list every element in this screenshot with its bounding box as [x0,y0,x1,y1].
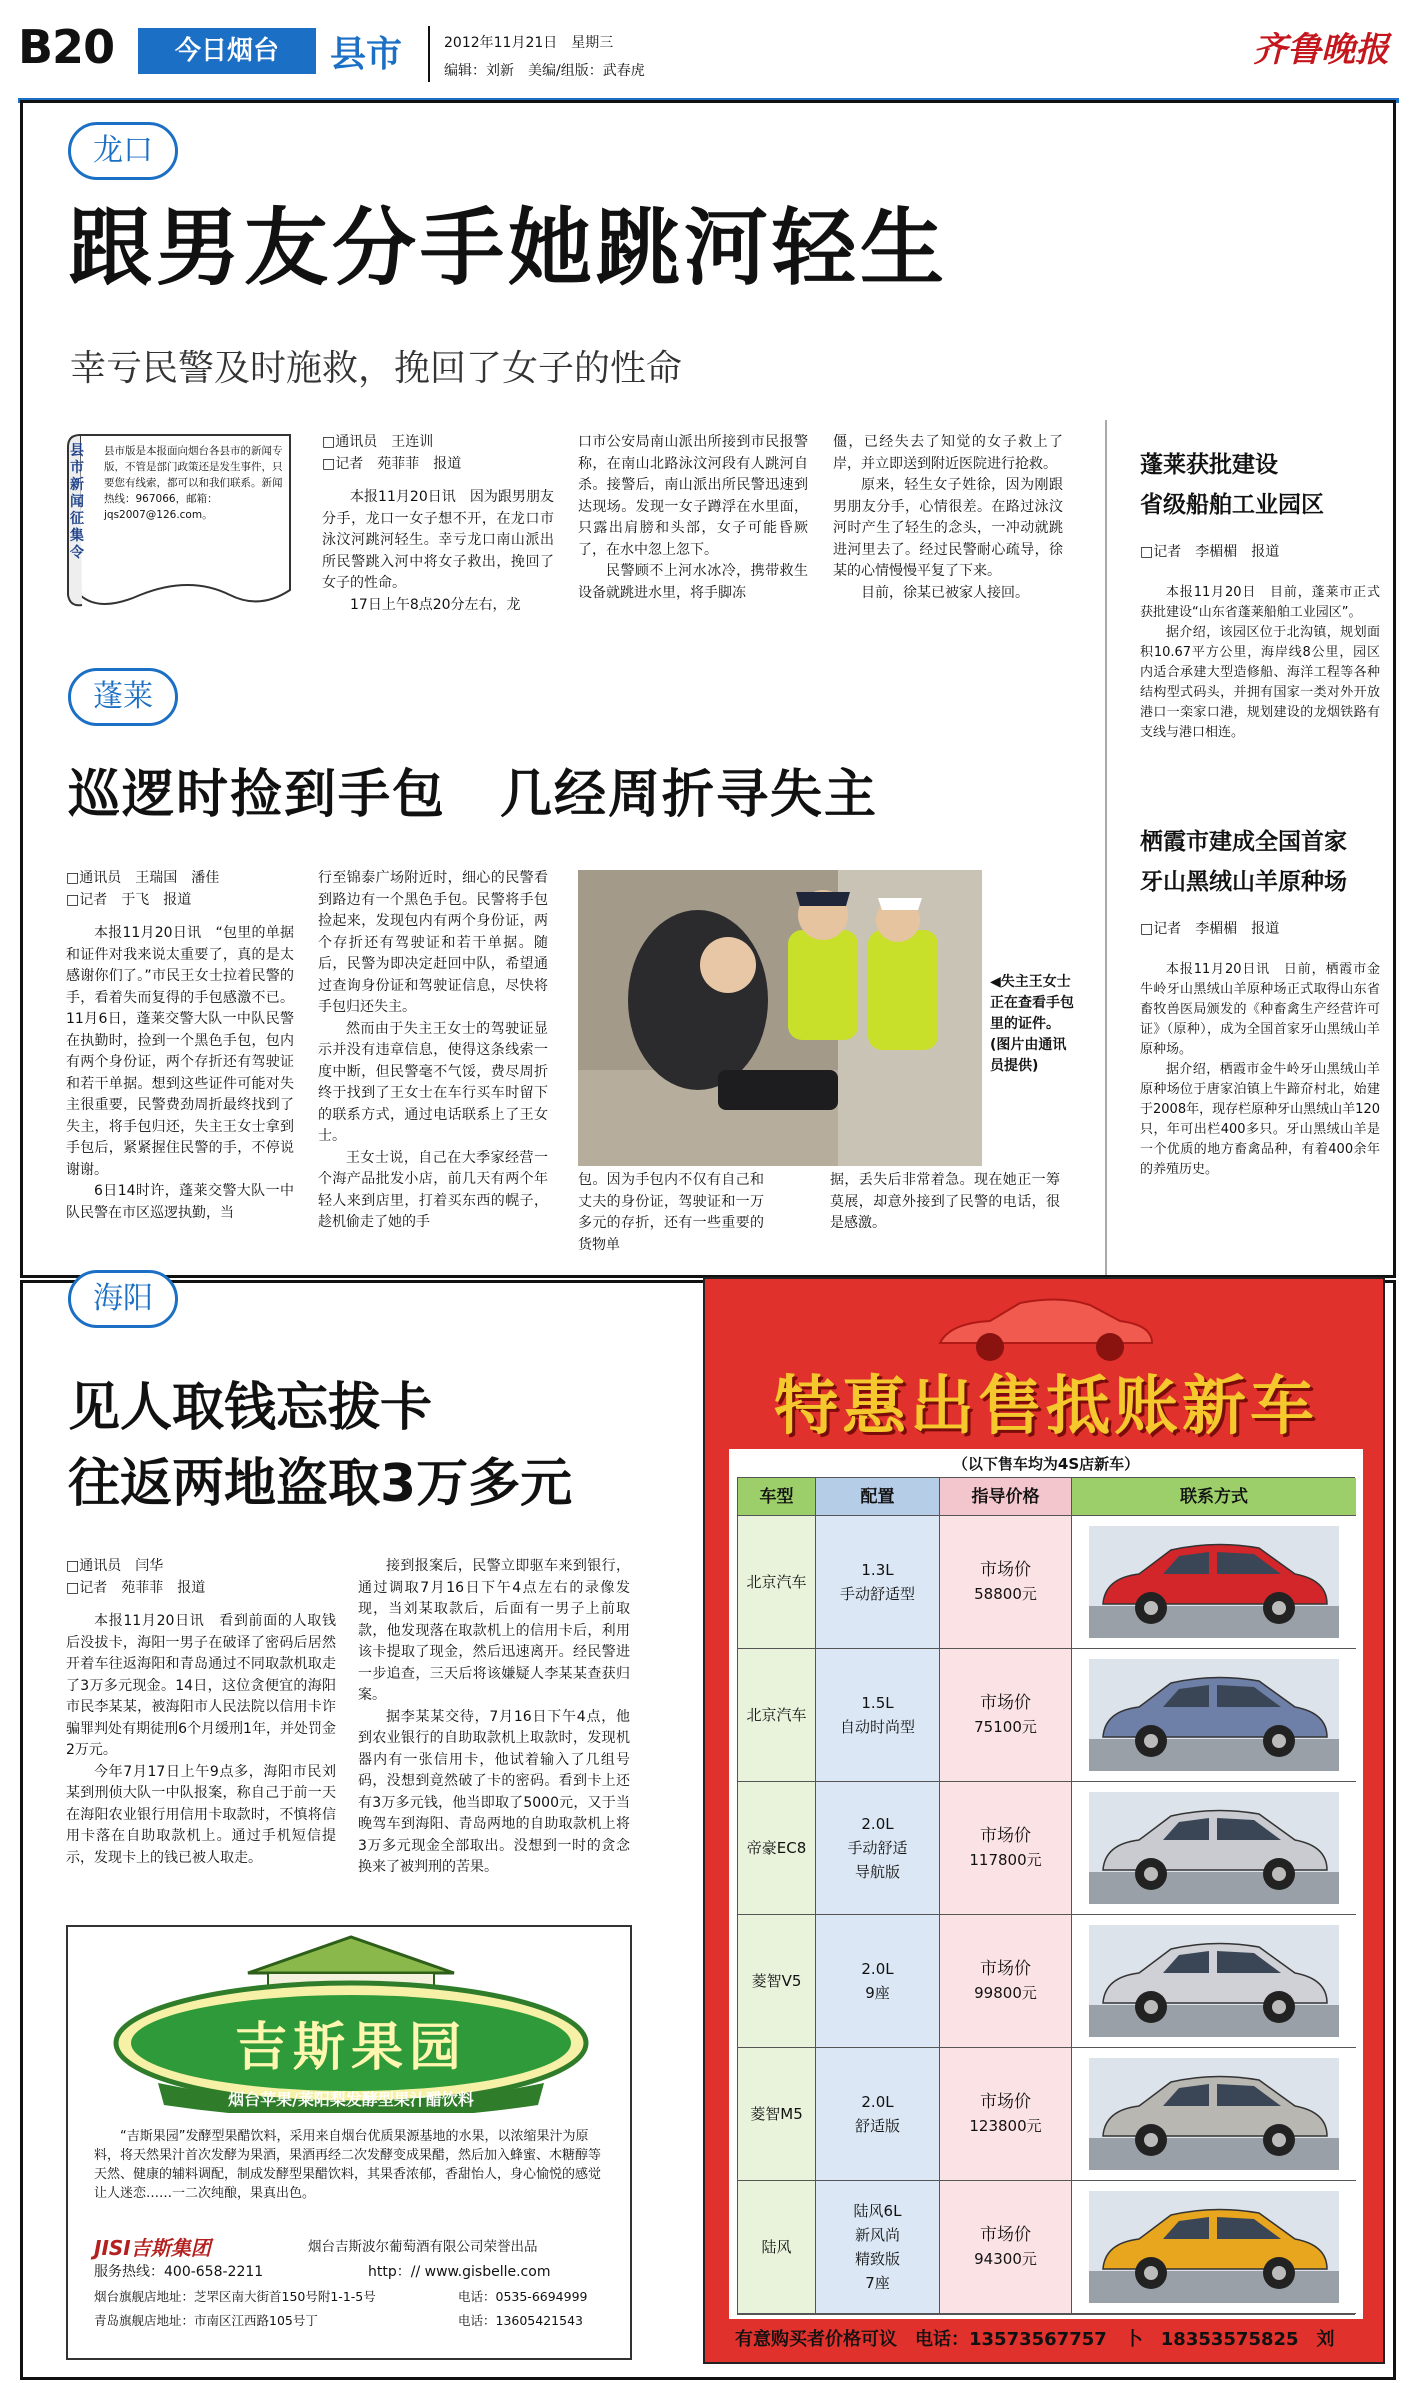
jisi-store-2: 青岛旗舰店地址：市南区江西路105号丁 [94,2313,318,2328]
story3-column-2 [358,1556,630,1879]
paragraph: 据李某某交待，7月16日下午4点，他到农业银行的自助取款机上取款时，发现机器内有一张信用卡，他试着输入了几组号码，没想到竟然破了卡的密码。看到卡上还有3万多元钱，他当即取了5000元，又于当晚驾车到海阳、青岛两地的自助取款机上将3万多元现金全部取出。没想到一时的贪念换来了被判刑的苦果。 [358,1708,630,1875]
column-header: 联系方式 [1072,1478,1356,1516]
car-photo-cell [1072,1915,1356,2048]
sidebar-story-2 [1140,822,1380,1180]
car-price-cell [940,1649,1072,1782]
car-ad-footer: 有意购买者价格可议 电话：13573567757 卜 18353575825 刘 [735,2329,1335,2350]
location-tag-haiyang: 海阳 [68,1270,178,1328]
sidebar-story-1 [1140,445,1380,743]
story3-headline-2: 往返两地盗取3万多元 [68,1454,573,1514]
sidebar1-headline-2: 省级船舶工业园区 [1140,492,1324,518]
car-model-cell [738,1915,816,2048]
car-photo-icon [1089,2058,1339,2170]
story3-headline-1: 见人取钱忘拔卡 [68,1378,433,1438]
car-config-line: 舒适版 [854,2117,900,2135]
car-model-cell [738,1649,816,1782]
jisi-body: “吉斯果园”发酵型果醋饮料，采用来自烟台优质果源基地的水果，以浓缩果汁为原料，将天然果汁首次发酵为果酒，果酒再经二次发酵变成果醋，然后加入蜂蜜、木糖醇等天然、健康的辅料调配，制成发酵型果醋饮料，其果香浓郁，香甜怡人，身心愉悦的感觉让人迷恋……一二次纯酿，果真出色。 [94,2129,602,2201]
car-config-line: 手动舒适 [847,1839,908,1857]
jisi-website: http：// www.gisbelle.com [368,2264,551,2280]
byline: □记者 李楣楣 报道 [1140,921,1280,937]
car-photo-icon [1089,2191,1339,2303]
sidebar-rule [1105,420,1107,1275]
story1-subhead: 幸亏民警及时施救，挽回了女子的性命 [70,348,683,389]
paragraph: 原来，轻生女子姓徐，因为刚跟男朋友分手，心情很差。在路过泳汶河时产生了轻生的念头，一冲动就跳进河里去了。经过民警耐心疏导，徐某的心情慢慢平复了下来。 [833,477,1063,579]
paragraph: 本报11月20日讯 看到前面的人取钱后没拔卡，海阳一男子在破译了密码后居然开着车往返海阳和青岛通过不同取款机取走了3万多元现金。14日，这位贪便宜的海阳市民李某某，被海阳市人民法院以信用卡诈骗罪判处有期徒刑6个月缓刑1年，并处罚金2万元。 [66,1613,336,1758]
price-label: 市场价 [980,1560,1031,1580]
jisi-orchard-ad [66,1925,632,2360]
car-model-cell [738,1782,816,1915]
car-config-line: 精致版 [854,2250,900,2268]
sidebar2-headline-1: 栖霞市建成全国首家 [1140,829,1347,855]
jisi-tagline: 烟台苹果/莱阳梨发酵型果汁醋饮料 [228,2090,474,2109]
price-label: 市场价 [980,1826,1031,1846]
price-label: 市场价 [980,2092,1031,2112]
price-label: 市场价 [980,1693,1031,1713]
paragraph: 今年7月17日上午9点多，海阳市民刘某到刑侦大队一中队报案，称自己于前一天在海阳农业银行用信用卡取款时，不慎将信用卡落在自助取款机上。通过手机短信提示，发现卡上的钱已被人取走。 [66,1763,336,1866]
story2-column-4: 据，丢失后非常着急。现在她正一筹莫展，却意外接到了民警的电话，很是感激。 [830,1172,1060,1231]
paragraph: 17日上午8点20分左右，龙 [350,596,521,613]
header-divider [428,26,430,82]
byline: □通讯员 王连训 [322,434,434,450]
car-model: 菱智V5 [751,1972,802,1990]
paragraph: 本报11月20日讯 因为跟男朋友分手，龙口一女子想不开，在龙口市泳汶河跳河轻生。幸亏龙口南山派出所民警跳入河中将女子救出，挽回了女子的性命。 [322,489,554,591]
paragraph: 本报11月20日讯 “包里的单据和证件对我来说太重要了，真的是太感谢你们了。”市民王女士拉着民警的手，看着失而复得的手包感激不已。11月6日，蓬莱交警大队一中队民警在执勤时，捡到一个黑色手包，包内有两个身份证，两个存折还有驾驶证和若干单据。想到这些证件可能对失主很重要，民警费劲周折最终找到了失主，将手包归还，失主王女士拿到手包后，紧紧握住民警的手，不停说谢谢。 [66,925,294,1178]
paragraph: 本报11月20日讯 日前，栖霞市金牛岭牙山黑绒山羊原种场正式取得山东省畜牧兽医局颁发的《种畜禽生产经营许可证》（原种），成为全国首家牙山黑绒山羊原种场。 [1140,962,1380,1057]
story2-column-3: 包。因为手包内不仅有自己和丈夫的身份证，驾驶证和一万多元的存折，还有一些重要的货物单 [578,1172,764,1253]
car-photo-cell [1072,1516,1356,1649]
car-price-cell [940,1516,1072,1649]
car-config-line: 2.0L [861,1815,894,1833]
column-header: 车型 [738,1478,816,1516]
paragraph: 行至锦泰广场附近时，细心的民警看到路边有一个黑色手包。民警将手包捡起来，发现包内有两个身份证，两个存折还有驾驶证和若干单据。随后，民警为即决定赶回中队，希望通过查询身份证和驾驶证信息，尽快将手包归还失主。 [318,870,548,1015]
car-config-line: 导航版 [854,1863,900,1881]
car-config-cell [816,1649,940,1782]
car-config-line: 9座 [865,1984,890,2002]
car-config-line: 自动时尚型 [839,1718,915,1736]
byline: □记者 李楣楣 报道 [1140,544,1280,560]
car-photo-icon [1089,1659,1339,1771]
car-config-cell [816,1516,940,1649]
car-config-cell [816,1782,940,1915]
car-price-cell [940,2181,1072,2314]
section-name: 县市 [330,34,403,75]
story1-column-1 [322,432,554,616]
car-config-line: 陆风6L [853,2202,902,2220]
car-photo-icon [1089,1925,1339,2037]
car-price-cell [940,1782,1072,1915]
paragraph: 王女士说，自己在大季家经营一个海产品批发小店，前几天有两个年轻人来到店里，打着买东西的幌子，趁机偷走了她的手 [318,1149,548,1230]
price-label: 市场价 [980,1959,1031,1979]
car-photo-cell [1072,2181,1356,2314]
notice-scroll [60,425,310,615]
notice-body: 县市版是本报面向烟台各县市的新闻专版，不管是部门政策还是发生事件，只要您有线索，都可以和我们联系。新闻热线：967066，邮箱：jqs2007@126.com。 [104,445,283,521]
car-price-cell [940,1915,1072,2048]
byline: □记者 于飞 报道 [66,891,192,908]
car-photo-icon [1089,1526,1339,1638]
story3-column-1 [66,1556,336,1869]
price-label: 市场价 [980,2225,1031,2245]
column-header: 指导价格 [940,1478,1072,1516]
car-price-cell [940,2048,1072,2181]
photo-caption: ◀失主王女士正在查看手包里的证件。(图片由通讯员提供) [990,974,1074,1074]
page-number: B20 [18,20,115,74]
date-line: 2012年11月21日 星期三 [444,35,614,51]
sidebar1-headline-1: 蓬莱获批建设 [1140,452,1278,478]
car-config-line: 1.5L [861,1694,894,1712]
car-ad-title: 特惠出售抵账新车 [774,1370,1318,1444]
paragraph: 6日14时许，蓬莱交警大队一中队民警在市区巡逻执勤，当 [66,1183,294,1221]
paragraph: 接到报案后，民警立即驱车来到银行，通过调取7月16日下午4点左右的录像发现，当刘某取款后，后面有一男子上前取款，他发现落在取款机上的信用卡后，利用该卡提取了现金，然后迅速离开。经民警进一步追查，三天后将该嫌疑人李某某查获归案。 [358,1558,630,1703]
page-header [18,20,1399,90]
paragraph: 口市公安局南山派出所接到市民报警称，在南山北路泳汶河段有人跳河自杀。接警后，南山派出所民警迅速到达现场。发现一女子蹲浮在水里面，只露出肩膀和头部，女子可能昏厥了，在水中忽上忽下。 [578,434,808,558]
car-table [737,1477,1355,2315]
car-model-cell [738,2181,816,2314]
newspaper-logo: 齐鲁晚报 [1253,30,1389,70]
car-model: 北京汽车 [746,1706,807,1724]
jisi-company-logo: JISI吉斯集团 [94,2236,211,2260]
jisi-tel-1: 电话：0535-6694999 [458,2289,588,2304]
car-photo-icon [1089,1792,1339,1904]
location-tag-longkou: 龙口 [68,122,178,180]
news-photo [578,870,982,1166]
sidebar2-headline-2: 牙山黑绒山羊原种场 [1140,869,1347,895]
jisi-company: 烟台吉斯波尔葡萄酒有限公司荣誉出品 [308,2239,538,2255]
car-photo-cell [1072,1782,1356,1915]
price-value: 99800元 [974,1984,1037,2002]
car-config-cell [816,2181,940,2314]
car-config-cell [816,1915,940,2048]
paragraph: 目前，徐某已被家人接回。 [861,584,1029,601]
car-photo-cell [1072,1649,1356,1782]
jisi-brand: 吉斯果园 [234,2018,467,2078]
section-box: 今日烟台 [138,28,316,74]
story1-column-2 [578,432,808,604]
police-photo-icon [578,870,982,1166]
car-model-cell [738,1516,816,1649]
jisi-service-line: 服务热线：400-658-2211 [94,2264,264,2280]
car-config-line: 2.0L [861,2093,894,2111]
car-config-line: 7座 [865,2274,890,2292]
car-config-line: 2.0L [861,1960,894,1978]
byline: □记者 苑菲菲 报道 [66,1579,206,1596]
car-config-line: 新风尚 [854,2226,900,2244]
price-value: 94300元 [974,2250,1037,2268]
story2-column-2 [318,868,548,1234]
car-model-cell [738,2048,816,2181]
byline: □通讯员 闫华 [66,1558,164,1574]
car-table-panel [729,1449,1363,2319]
car-config-cell [816,2048,940,2181]
byline: □记者 苑菲菲 报道 [322,455,462,472]
paragraph: 据介绍，该园区位于北沟镇，规划面积10.67平方公里，海岸线8公里，园区内适合承建大型造修船、海洋工程等各种结构型式码头，并拥有国家一类对外开放港口一栾家口港，规划建设的龙烟铁路有支线与港口相连。 [1140,625,1380,740]
jisi-store-1: 烟台旗舰店地址：芝罘区南大街首150号附1-1-5号 [94,2289,376,2304]
byline: □通讯员 王瑞国 潘佳 [66,870,220,886]
location-tag-penglai: 蓬莱 [68,668,178,726]
car-config-line: 手动舒适型 [839,1585,915,1603]
story2-headline: 巡逻时捡到手包 几经周折寻失主 [68,765,879,825]
price-value: 123800元 [969,2117,1042,2135]
car-model: 北京汽车 [746,1573,807,1591]
car-model: 陆风 [761,2238,792,2256]
paragraph: 僵，已经失去了知觉的女子救上了岸，并立即送到附近医院进行抢救。 [833,434,1063,472]
car-model: 菱智M5 [750,2105,803,2123]
price-value: 75100元 [974,1718,1037,1736]
paragraph: 然而由于失主王女士的驾驶证显示并没有违章信息，使得这条线索一度中断，但民警毫不气馁，费尽周折终于找到了王女士在车行买车时留下的联系方式，通过电话联系上了王女士。 [318,1020,548,1144]
car-ad-subtitle: （以下售车均为4S店新车） [952,1455,1140,1473]
price-value: 58800元 [974,1585,1037,1603]
price-value: 117800元 [969,1851,1042,1869]
story2-column-1 [66,868,294,1224]
car-model: 帝豪EC8 [746,1839,807,1857]
jisi-tel-2: 电话：13605421543 [458,2313,583,2328]
story1-headline: 跟男友分手她跳河轻生 [68,199,949,297]
story1-column-3 [833,432,1063,604]
paragraph: 本报11月20日 目前，蓬莱市正式获批建设“山东省蓬莱船舶工业园区”。 [1140,585,1380,620]
paragraph: 据介绍，栖霞市金牛岭牙山黑绒山羊原种场位于唐家泊镇上牛蹄夼村北，始建于2008年，现存栏原种牙山黑绒山羊120只，年可出栏400多只。牙山黑绒山羊是一个优质的地方畜禽品种，有着400余年的养殖历史。 [1140,1062,1380,1177]
paragraph: 民警顾不上河水冰冷，携带救生设备就跳进水里，将手脚冻 [578,563,808,601]
car-sale-ad [703,1277,1385,2364]
editor-line: 编辑：刘新 美编/组版：武春虎 [444,63,645,79]
car-config-line: 1.3L [861,1561,894,1579]
notice-title: 县市新闻征集令 [70,443,84,561]
column-header: 配置 [816,1478,940,1516]
car-photo-cell [1072,2048,1356,2181]
